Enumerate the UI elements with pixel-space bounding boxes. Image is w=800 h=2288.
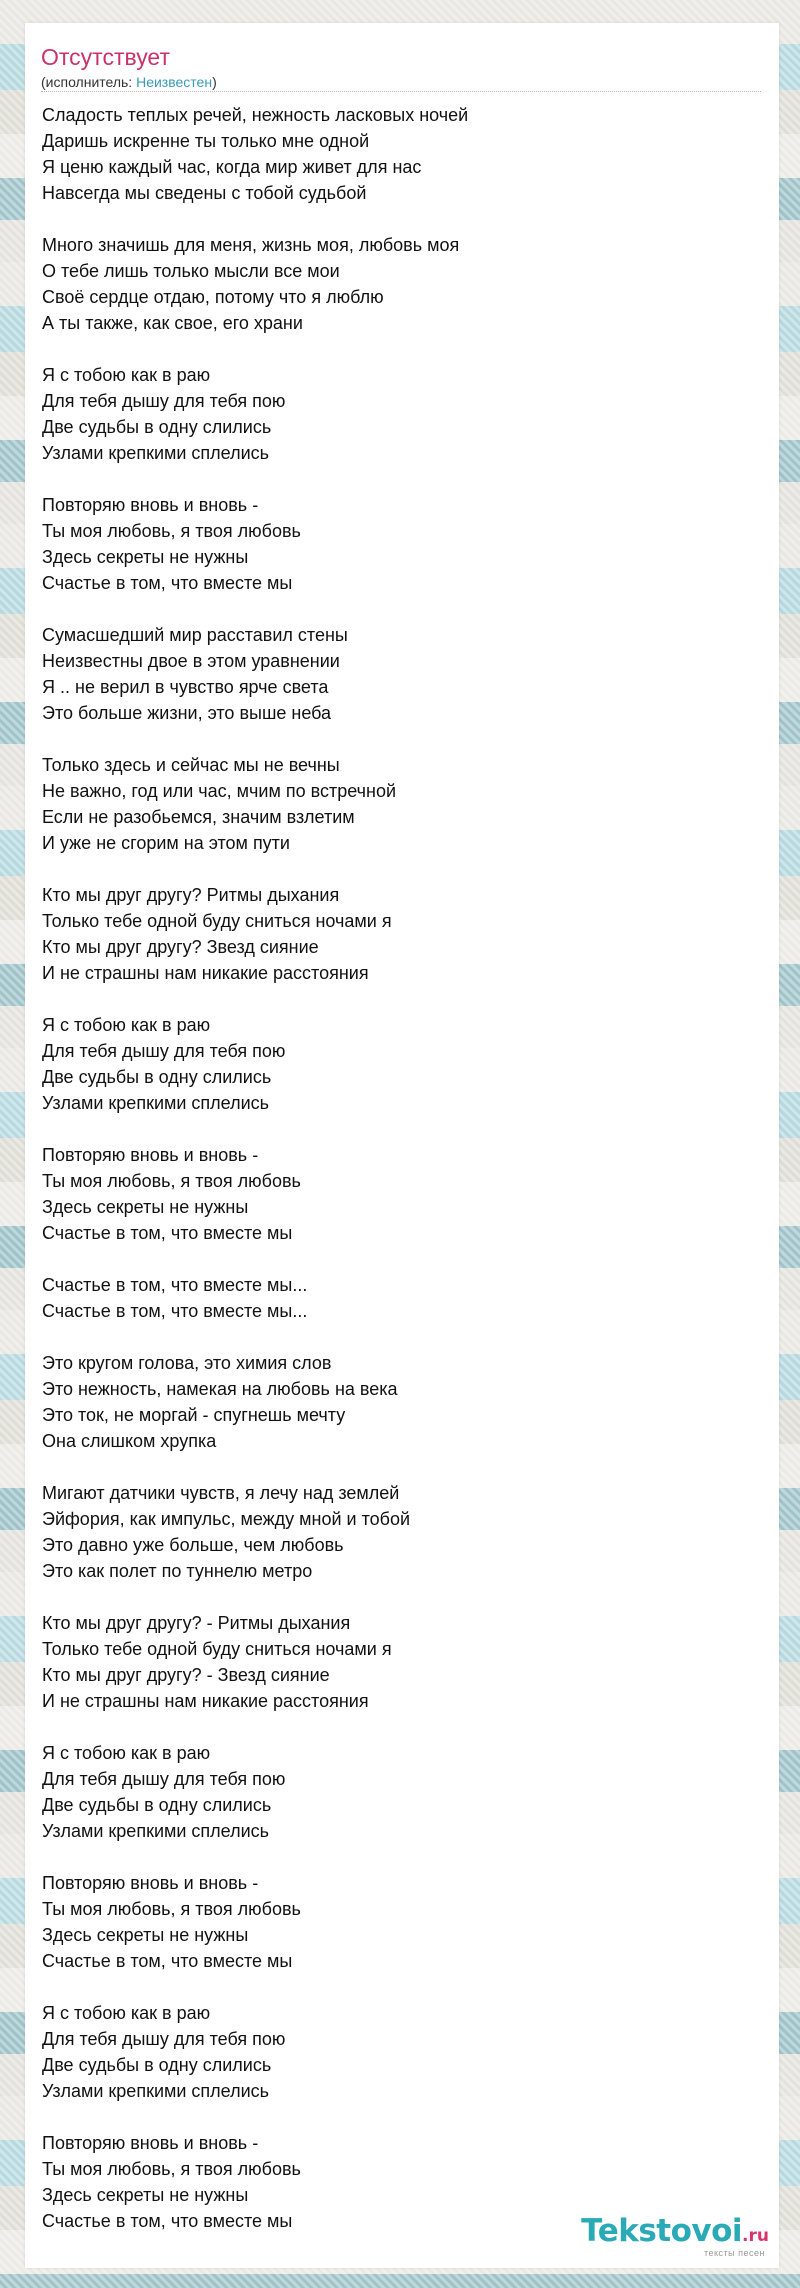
lyric-line: Это нежность, намекая на любовь на века: [42, 1379, 398, 1399]
lyric-line: Для тебя дышу для тебя пою: [42, 391, 286, 411]
lyric-line: Эйфория, как импульс, между мной и тобой: [42, 1509, 411, 1529]
artist-prefix: (исполнитель:: [41, 74, 137, 90]
lyric-line: Она слишком хрупка: [42, 1431, 217, 1451]
lyric-line: Я с тобою как в раю: [42, 365, 211, 385]
logo-tagline: тексты песен: [703, 2248, 765, 2258]
lyrics-stanza: [42, 2000, 752, 2104]
lyrics-stanza: [42, 1870, 752, 1974]
lyric-line: Узлами крепкими сплелись: [42, 1821, 270, 1841]
lyric-line: Две судьбы в одну слились: [42, 417, 272, 437]
lyric-line: Счастье в том, что вместе мы...: [42, 1301, 308, 1321]
lyric-line: Я с тобою как в раю: [42, 2003, 211, 2023]
lyric-line: Две судьбы в одну слились: [42, 2055, 272, 2075]
lyric-line: Неизвестны двое в этом уравнении: [42, 651, 340, 671]
header-divider: [41, 91, 761, 92]
lyric-line: Здесь секреты не нужны: [42, 1197, 249, 1217]
lyric-line: Две судьбы в одну слились: [42, 1795, 272, 1815]
lyric-line: Здесь секреты не нужны: [42, 1925, 249, 1945]
lyrics-stanza: [42, 1610, 752, 1714]
lyric-line: И не страшны нам никакие расстояния: [42, 963, 369, 983]
logo-word: Tekstovoi: [581, 2213, 743, 2249]
artist-suffix: ): [212, 74, 217, 90]
lyric-line: Это больше жизни, это выше неба: [42, 703, 332, 723]
lyric-line: Я с тобою как в раю: [42, 1015, 211, 1035]
lyric-line: Только здесь и сейчас мы не вечны: [42, 755, 340, 775]
lyric-line: Кто мы друг другу? Звезд сияние: [42, 937, 319, 957]
lyrics-body: [42, 102, 752, 2260]
lyric-line: Если не разобьемся, значим взлетим: [42, 807, 355, 827]
lyric-line: Счастье в том, что вместе мы: [42, 1951, 293, 1971]
lyric-line: Для тебя дышу для тебя пою: [42, 1769, 286, 1789]
lyric-line: Я ценю каждый час, когда мир живет для нас: [42, 157, 422, 177]
lyric-line: Для тебя дышу для тебя пою: [42, 2029, 286, 2049]
lyrics-stanza: [42, 1012, 752, 1116]
lyric-line: Сумасшедший мир расставил стены: [42, 625, 348, 645]
lyric-line: Здесь секреты не нужны: [42, 2185, 249, 2205]
lyric-line: Повторяю вновь и вновь -: [42, 1145, 259, 1165]
lyric-line: Только тебе одной буду сниться ночами я: [42, 911, 392, 931]
lyric-line: Я .. не верил в чувство ярче света: [42, 677, 329, 697]
lyrics-stanza: [42, 1480, 752, 1584]
lyric-line: Много значишь для меня, жизнь моя, любовь моя: [42, 235, 460, 255]
lyric-line: Это ток, не моргай - спугнешь мечту: [42, 1405, 346, 1425]
lyric-line: Повторяю вновь и вновь -: [42, 1873, 259, 1893]
lyric-line: Для тебя дышу для тебя пою: [42, 1041, 286, 1061]
lyrics-stanza: [42, 232, 752, 336]
lyric-line: Не важно, год или час, мчим по встречной: [42, 781, 397, 801]
lyric-line: Сладость теплых речей, нежность ласковых ночей: [42, 105, 469, 125]
lyric-line: Здесь секреты не нужны: [42, 547, 249, 567]
lyric-line: И не страшны нам никакие расстояния: [42, 1691, 369, 1711]
lyric-line: Кто мы друг другу? - Звезд сияние: [42, 1665, 330, 1685]
lyric-line: Ты моя любовь, я твоя любовь: [42, 521, 301, 541]
artist-line: [41, 73, 217, 91]
lyric-line: Счастье в том, что вместе мы...: [42, 1275, 308, 1295]
lyrics-stanza: [42, 102, 752, 206]
lyric-line: Ты моя любовь, я твоя любовь: [42, 2159, 301, 2179]
lyric-line: Узлами крепкими сплелись: [42, 2081, 270, 2101]
lyrics-card: [25, 23, 779, 2268]
lyric-line: Даришь искренне ты только мне одной: [42, 131, 370, 151]
lyric-line: Кто мы друг другу? - Ритмы дыхания: [42, 1613, 351, 1633]
song-title: Отсутствует: [41, 44, 170, 70]
lyric-line: Это как полет по туннелю метро: [42, 1561, 313, 1581]
lyrics-stanza: [42, 492, 752, 596]
lyric-line: Повторяю вновь и вновь -: [42, 495, 259, 515]
lyric-line: Я с тобою как в раю: [42, 1743, 211, 1763]
lyric-line: Мигают датчики чувств, я лечу над землей: [42, 1483, 400, 1503]
lyric-line: Только тебе одной буду сниться ночами я: [42, 1639, 392, 1659]
lyrics-stanza: [42, 752, 752, 856]
lyric-line: Своё сердце отдаю, потому что я люблю: [42, 287, 384, 307]
lyrics-stanza: [42, 362, 752, 466]
lyric-line: Счастье в том, что вместе мы: [42, 2211, 293, 2231]
lyric-line: Это кругом голова, это химия слов: [42, 1353, 332, 1373]
lyric-line: А ты также, как свое, его храни: [42, 313, 303, 333]
lyric-line: Навсегда мы сведены с тобой судьбой: [42, 183, 367, 203]
site-logo[interactable]: [559, 2212, 769, 2260]
lyric-line: Повторяю вновь и вновь -: [42, 2133, 259, 2153]
logo-tld: .ru: [742, 2226, 769, 2246]
lyric-line: Счастье в том, что вместе мы: [42, 1223, 293, 1243]
lyrics-stanza: [42, 882, 752, 986]
lyric-line: И уже не сгорим на этом пути: [42, 833, 290, 853]
lyric-line: Это давно уже больше, чем любовь: [42, 1535, 344, 1555]
lyric-line: Ты моя любовь, я твоя любовь: [42, 1171, 301, 1191]
lyrics-stanza: [42, 1740, 752, 1844]
artist-link[interactable]: Неизвестен: [136, 74, 213, 90]
lyric-line: Кто мы друг другу? Ритмы дыхания: [42, 885, 340, 905]
lyric-line: Узлами крепкими сплелись: [42, 443, 270, 463]
lyrics-stanza: [42, 1142, 752, 1246]
lyric-line: О тебе лишь только мысли все мои: [42, 261, 340, 281]
lyrics-stanza: [42, 1272, 752, 1324]
lyric-line: Счастье в том, что вместе мы: [42, 573, 293, 593]
lyric-line: Узлами крепкими сплелись: [42, 1093, 270, 1113]
lyric-line: Ты моя любовь, я твоя любовь: [42, 1899, 301, 1919]
lyrics-stanza: [42, 1350, 752, 1454]
lyric-line: Две судьбы в одну слились: [42, 1067, 272, 1087]
lyrics-stanza: [42, 622, 752, 726]
